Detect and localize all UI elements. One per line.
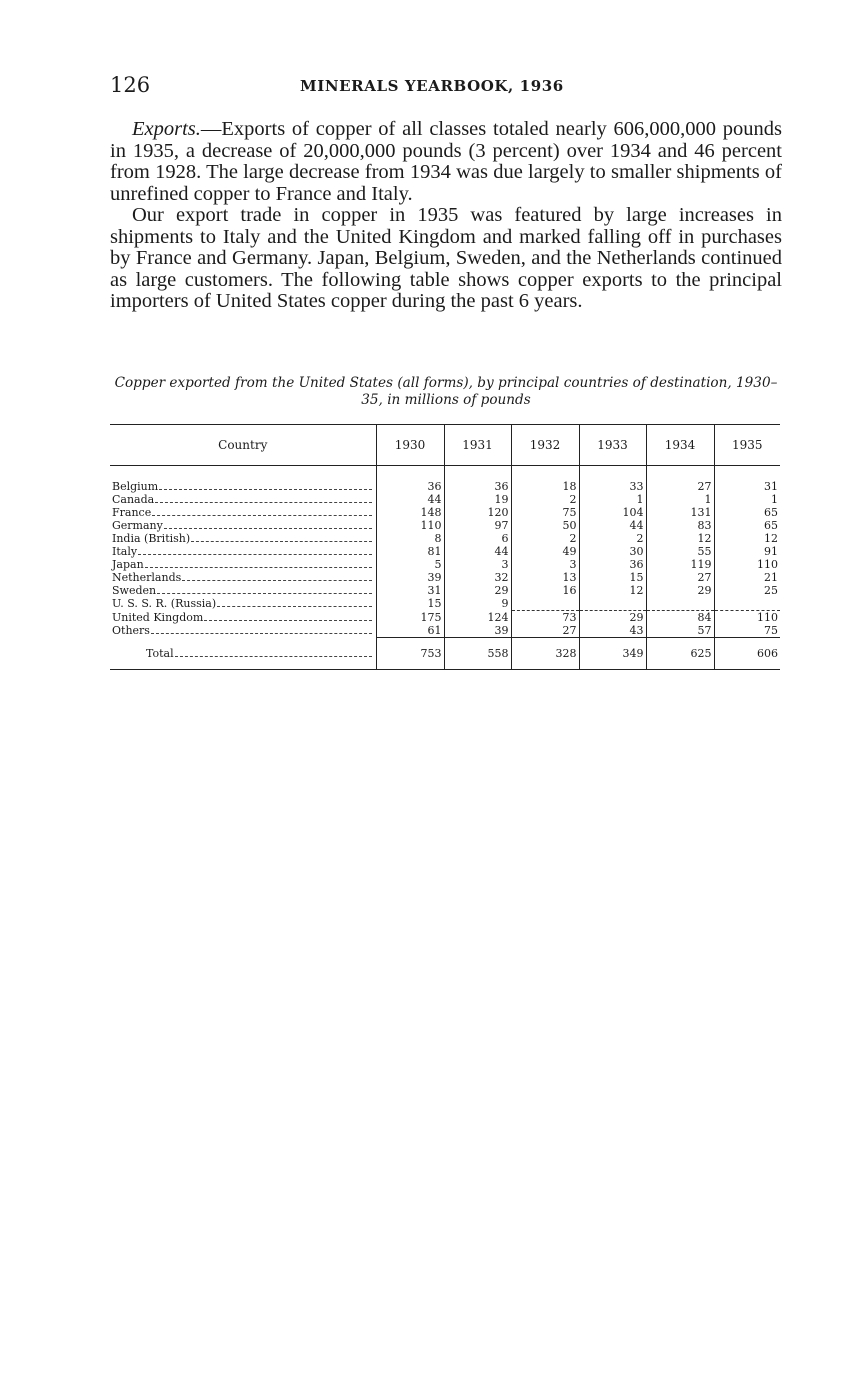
table-cell: 131 (646, 506, 714, 519)
country-name: Sweden (112, 584, 157, 597)
table-header-row (110, 425, 780, 466)
table-cell: 6 (444, 532, 511, 545)
table-cell: 21 (714, 571, 780, 584)
total-cell: 558 (444, 645, 511, 661)
table-cell: 3 (444, 558, 511, 571)
table-cell: 12 (714, 532, 780, 545)
paragraph-trade: Our export trade in copper in 1935 was featured by large increases in shipments to Italy and the United Kingdom and marked falling off in purchases by France and Germany. Japan, Belgium, Sweden, and the Netherlands continued as large customers. The following table shows copper exports to the principal importers of United States copper during the past 6 years. (110, 204, 782, 312)
country-name: Germany (112, 519, 163, 532)
table-cell: 9 (444, 597, 511, 611)
table-cell: 39 (444, 624, 511, 638)
table-cell: 55 (646, 545, 714, 558)
column-header: Country (110, 425, 376, 466)
dot-leader (191, 541, 371, 542)
table-cell: 91 (714, 545, 780, 558)
table-cell: 31 (376, 584, 444, 597)
table-total-row (110, 645, 780, 661)
dot-leader (182, 580, 371, 581)
exports-table (110, 424, 780, 670)
table-cell: 83 (646, 519, 714, 532)
table-cell: 33 (579, 480, 646, 493)
table-cell: 15 (376, 597, 444, 611)
total-cell: 753 (376, 645, 444, 661)
country-name: Netherlands (112, 571, 182, 584)
table-cell: 81 (376, 545, 444, 558)
dot-leader (204, 620, 371, 621)
table-row (110, 624, 780, 638)
table-cell: 27 (646, 571, 714, 584)
paragraph-lead: Exports. (132, 118, 201, 140)
dot-leader (152, 515, 371, 516)
dot-leader (145, 567, 372, 568)
table-cell: 29 (646, 584, 714, 597)
table-cell: 97 (444, 519, 511, 532)
table-cell: 120 (444, 506, 511, 519)
table-cell: 27 (511, 624, 579, 638)
table-cell: 44 (444, 545, 511, 558)
table-cell: 65 (714, 519, 780, 532)
running-title: MINERALS YEARBOOK, 1936 (300, 77, 564, 95)
table-cell: 50 (511, 519, 579, 532)
dot-leader (217, 606, 371, 607)
table-cell: 12 (646, 532, 714, 545)
country-name: Belgium (112, 480, 159, 493)
total-cell: 328 (511, 645, 579, 661)
table-cell: 44 (376, 493, 444, 506)
table-cell: 36 (444, 480, 511, 493)
dot-leader (159, 489, 371, 490)
table-cell: 75 (511, 506, 579, 519)
table-row (110, 558, 780, 571)
table-cell (511, 597, 579, 611)
table-cell: 36 (579, 558, 646, 571)
dot-leader (175, 656, 372, 657)
country-name: Others (112, 624, 150, 638)
table-row (110, 545, 780, 558)
table-cell: 29 (579, 611, 646, 625)
dot-leader (164, 528, 372, 529)
table-cell: 29 (444, 584, 511, 597)
table-row (110, 506, 780, 519)
table-caption: Copper exported from the United States (all forms), by principal countries of destination, 1930–35, in millions of pounds (114, 375, 778, 408)
table-cell: 2 (511, 493, 579, 506)
table-cell: 1 (714, 493, 780, 506)
dot-leader (157, 593, 371, 594)
table-cell: 124 (444, 611, 511, 625)
table-cell (579, 597, 646, 611)
total-label: Total (146, 646, 174, 660)
column-header: 1931 (444, 425, 511, 466)
table-row (110, 532, 780, 545)
total-cell: 625 (646, 645, 714, 661)
page-number: 126 (110, 73, 151, 97)
table-cell: 110 (714, 611, 780, 625)
table-cell: 61 (376, 624, 444, 638)
table-cell: 8 (376, 532, 444, 545)
paragraph-body: —Exports of copper of all classes totaled nearly 606,000,000 pounds in 1935, a decrease of 20,000,000 pounds (3 percent) over 1934 and 46 percent from 1928. The large decrease from 1934 was due largely to smaller shipments of unrefined copper to France and Italy. (110, 118, 782, 205)
column-header: 1935 (714, 425, 780, 466)
table-cell: 2 (511, 532, 579, 545)
country-name: Japan (112, 558, 144, 571)
table-cell: 110 (376, 519, 444, 532)
table-row (110, 611, 780, 625)
table-cell: 13 (511, 571, 579, 584)
table-cell: 12 (579, 584, 646, 597)
country-name: United Kingdom (112, 610, 204, 624)
table-cell: 3 (511, 558, 579, 571)
country-name: Canada (112, 493, 155, 506)
country-name: India (British) (112, 532, 191, 545)
table-cell: 27 (646, 480, 714, 493)
table-cell: 110 (714, 558, 780, 571)
table-cell: 175 (376, 611, 444, 625)
country-name: France (112, 506, 152, 519)
column-header: 1932 (511, 425, 579, 466)
table-cell: 16 (511, 584, 579, 597)
table-cell: 32 (444, 571, 511, 584)
dot-leader (155, 502, 371, 503)
total-cell: 349 (579, 645, 646, 661)
table-cell: 148 (376, 506, 444, 519)
table-cell: 25 (714, 584, 780, 597)
table-cell: 43 (579, 624, 646, 638)
table-cell: 44 (579, 519, 646, 532)
country-name: Italy (112, 545, 138, 558)
table-cell: 57 (646, 624, 714, 638)
table-cell: 1 (579, 493, 646, 506)
country-name: U. S. S. R. (Russia) (112, 597, 217, 611)
column-header: 1930 (376, 425, 444, 466)
table-row (110, 493, 780, 506)
table-cell: 39 (376, 571, 444, 584)
table-cell: 104 (579, 506, 646, 519)
table-row (110, 480, 780, 493)
column-header: 1934 (646, 425, 714, 466)
table-cell: 1 (646, 493, 714, 506)
body-text (110, 119, 782, 313)
table-cell: 75 (714, 624, 780, 638)
dot-leader (138, 554, 371, 555)
table-cell: 15 (579, 571, 646, 584)
column-header: 1933 (579, 425, 646, 466)
table-cell (646, 597, 714, 611)
table-row (110, 571, 780, 584)
table-cell: 19 (444, 493, 511, 506)
table-cell: 18 (511, 480, 579, 493)
table-cell: 2 (579, 532, 646, 545)
table-cell: 73 (511, 611, 579, 625)
table-row (110, 584, 780, 597)
table-cell: 31 (714, 480, 780, 493)
dot-leader (151, 633, 372, 634)
table-cell: 30 (579, 545, 646, 558)
total-cell: 606 (714, 645, 780, 661)
paragraph-exports (110, 119, 782, 205)
table-cell: 49 (511, 545, 579, 558)
table-cell: 36 (376, 480, 444, 493)
table-cell: 119 (646, 558, 714, 571)
table-cell (714, 597, 780, 611)
table-row (110, 519, 780, 532)
table-cell: 65 (714, 506, 780, 519)
table-row (110, 597, 780, 611)
table-cell: 5 (376, 558, 444, 571)
table-cell: 84 (646, 611, 714, 625)
